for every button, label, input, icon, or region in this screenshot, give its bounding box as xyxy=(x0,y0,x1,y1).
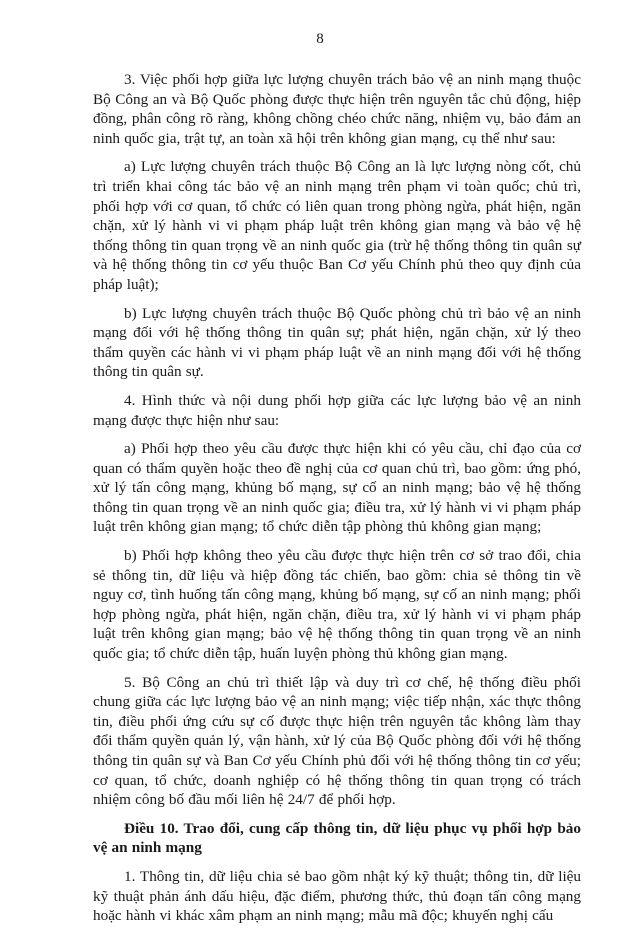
page-number: 8 xyxy=(316,31,324,47)
article-10-clause-1-paragraph: 1. Thông tin, dữ liệu chia sẻ bao gồm nhật ký kỹ thuật; thông tin, dữ liệu kỹ thuật phản ánh dấu hiệu, đặc điểm, phương thức, thủ đoạn tấn công mạng hoặc hành vi khác xâm phạm an ninh mạng; mẫu mã độc; khuyến nghị cấu xyxy=(93,867,581,925)
clause-5-paragraph: 5. Bộ Công an chủ trì thiết lập và duy trì cơ chế, hệ thống điều phối chung giữa các lực lượng bảo vệ an ninh mạng; việc tiếp nhận, xác thực thông tin, điều phối ứng cứu sự cố được thực hiện trên nguyên tắc không làm thay đổi thẩm quyền quản lý, vận hành, xử lý của Bộ Quốc phòng đối với hệ thống thông tin quân sự và Ban Cơ yếu Chính phủ đối với hệ thống thông tin cơ yếu; cơ quan, tổ chức, doanh nghiệp có hệ thống thông tin quan trọng có trách nhiệm công bố đầu mối liên hệ 24/7 để phối hợp. xyxy=(93,673,581,809)
clause-3a-paragraph: a) Lực lượng chuyên trách thuộc Bộ Công an là lực lượng nòng cốt, chủ trì triển khai công tác bảo vệ an ninh mạng trên phạm vi toàn quốc; chủ trì, phối hợp với cơ quan, tổ chức có liên quan trong phòng ngừa, phát hiện, ngăn chặn, xử lý hành vi vi phạm pháp luật trên không gian mạng và bảo vệ hệ thống thông tin quan trọng về an ninh quốc gia (trừ hệ thống thông tin quân sự và hệ thống thông tin cơ yếu thuộc Ban Cơ yếu Chính phủ theo quy định của pháp luật); xyxy=(93,158,581,293)
clause-3-paragraph: 3. Việc phối hợp giữa lực lượng chuyên trách bảo vệ an ninh mạng thuộc Bộ Công an và Bộ Quốc phòng được thực hiện trên nguyên tắc chủ động, hiệp đồng, phân công rõ ràng, không chồng chéo chức năng, nhiệm vụ, bảo đảm an ninh quốc gia, trật tự, an toàn xã hội trên không gian mạng, cụ thể như sau: xyxy=(93,71,581,147)
article-10-heading: Điều 10. Trao đổi, cung cấp thông tin, dữ liệu phục vụ phối hợp bảo vệ an ninh mạng xyxy=(93,819,581,857)
clause-3b-paragraph: b) Lực lượng chuyên trách thuộc Bộ Quốc phòng chủ trì bảo vệ an ninh mạng đối với hệ thống thông tin quân sự; phát hiện, ngăn chặn, xử lý theo thẩm quyền các hành vi vi phạm pháp luật về an ninh mạng đối với hệ thống thông tin quân sự. xyxy=(93,304,581,381)
clause-4b-paragraph: b) Phối hợp không theo yêu cầu được thực hiện trên cơ sở trao đổi, chia sẻ thông tin, dữ liệu và hiệp đồng tác chiến, bao gồm: chia sẻ thông tin về nguy cơ, tình huống tấn công mạng, khủng bố mạng, sự cố an ninh mạng; phối hợp phòng ngừa, phát hiện, ngăn chặn, điều tra, xử lý hành vi vi phạm pháp luật trên không gian mạng; bảo vệ hệ thống thông tin quan trọng về an ninh quốc gia; tổ chức diễn tập, huấn luyện phòng thủ không gian mạng. xyxy=(93,547,581,663)
document-body xyxy=(93,70,581,935)
clause-4a-paragraph: a) Phối hợp theo yêu cầu được thực hiện khi có yêu cầu, chỉ đạo của cơ quan có thẩm quyền hoặc theo đề nghị của cơ quan chủ trì, bao gồm: ứng phó, xử lý tấn công mạng, khủng bố mạng, sự cố an ninh mạng; bảo vệ hệ thống thông tin quan trọng về an ninh quốc gia; điều tra, xử lý hành vi vi phạm pháp luật trên không gian mạng; tổ chức diễn tập phòng thủ không gian mạng; xyxy=(93,440,581,536)
clause-4-paragraph: 4. Hình thức và nội dung phối hợp giữa các lực lượng bảo vệ an ninh mạng được thực hiện như sau: xyxy=(93,391,581,429)
